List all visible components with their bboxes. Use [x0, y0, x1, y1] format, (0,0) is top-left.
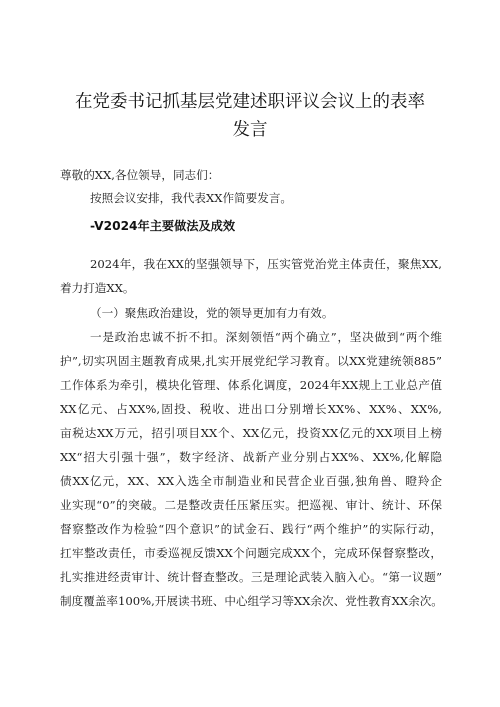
paragraph-2-line-6: XX“招大引强十强”，数字经济、战新产业分别占XX%、XX%,化解隐	[60, 450, 442, 464]
paragraph-2-line-10: 扛牢整改责任，市委巡视反馈XX个问题完成XX个，完成环保督察整改，	[60, 546, 442, 560]
paragraph-1-line-2: 着力打造XX。	[60, 281, 135, 295]
paragraph-2-line-2: 护”,切实巩固主题教育成果,扎实开展党纪学习教育。以XX党建统领885”	[60, 354, 442, 368]
paragraph-2-line-12: 制度覆盖率100%,开展读书班、中心组学习等XX余次、党性教育XX余次。	[60, 594, 443, 608]
paragraph-2-line-8: 业实现“0”的突破。二是整改责任压紧压实。把巡视、审计、统计、环保	[60, 498, 442, 512]
subsection-1-heading: （一）聚焦政治建设，党的领导更加有力有效。	[90, 306, 334, 320]
title-line-2: 发言	[232, 120, 268, 140]
salutation: 尊敬的XX,各位领导，同志们：	[60, 168, 220, 182]
paragraph-2-line-3: 工作体系为牵引，模块化管理、体系化调度，2024年XX规上工业总产值	[60, 378, 442, 392]
section-1-heading: -V2024年主要做法及成效	[90, 219, 236, 233]
title-line-1: 在党委书记抓基层党建述职评议会议上的表率	[75, 92, 425, 112]
document-title	[60, 88, 440, 144]
paragraph-2-line-7: 债XX亿元，XX、XX入选全市制造业和民营企业百强,独角兽、瞪羚企	[60, 474, 442, 488]
paragraph-2-line-4: XX亿元、占XX%,固投、税收、进出口分别增长XX%、XX%、XX%,	[60, 402, 442, 416]
paragraph-2-line-5: 亩税达XX万元，招引项目XX个、XX亿元，投资XX亿元的XX项目上榜	[60, 426, 442, 440]
paragraph-2-line-1: 一是政治忠诚不折不扣。深刻领悟“两个确立”，坚决做到“两个维	[90, 330, 442, 344]
paragraph-1-line-1: 2024年，我在XX的坚强领导下，压实管党治党主体责任，聚焦XX,	[90, 257, 442, 271]
paragraph-2-line-11: 扎实推进经责审计、统计督查整改。三是理论武装入脑入心。“第一议题”	[60, 570, 442, 584]
paragraph-2-line-9: 督察整改作为检验“四个意识”的试金石、践行“两个维护”的实际行动，	[60, 522, 442, 536]
intro-paragraph: 按照会议安排，我代表XX作简要发言。	[90, 191, 293, 205]
